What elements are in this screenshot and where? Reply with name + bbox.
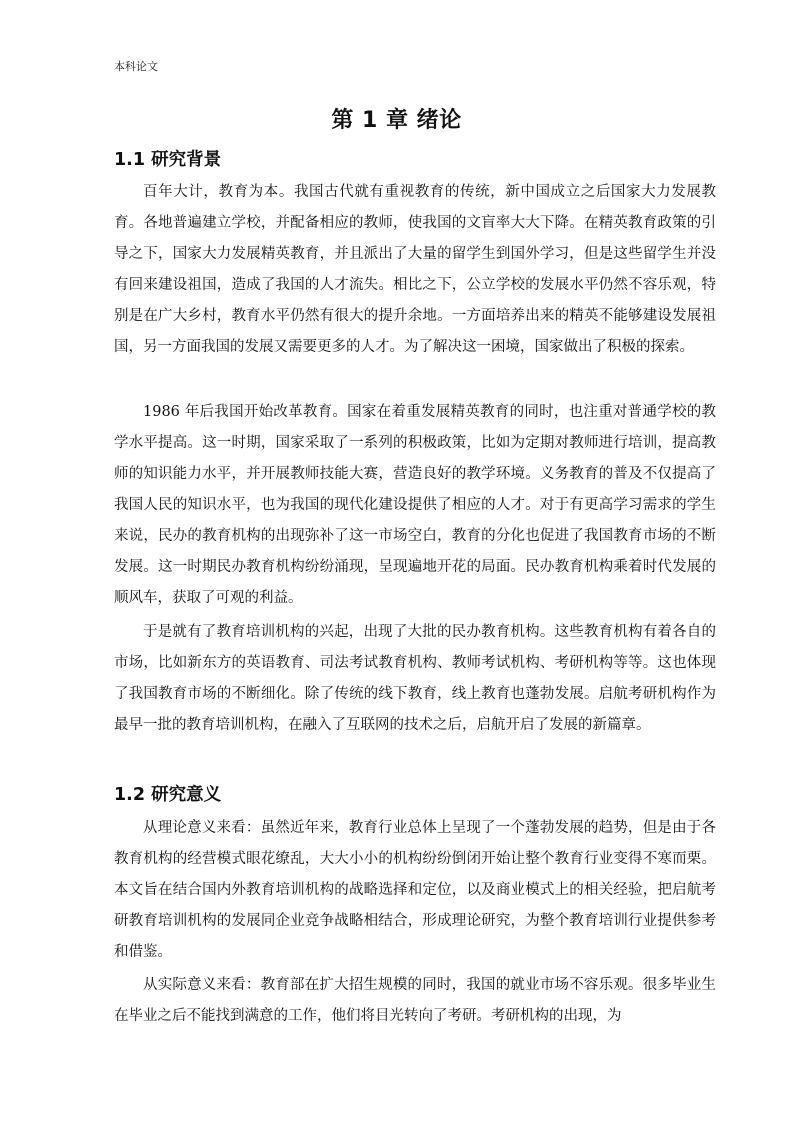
paragraph-background-2: 1986 年后我国开始改革教育。国家在着重发展精英教育的同时，也注重对普通学校的教学水平提高。这一时期，国家采取了一系列的积极政策，比如为定期对教师进行培训，提高教师的知识能力水平，并开展教师技能大赛，营造良好的教学环境。义务教育的普及不仅提高了我国人民的知识水平，也为我国的现代化建设提供了相应的人才。对于有更高学习需求的学生来说，民办的教育机构的出现弥补了这一市场空白，教育的分化也促进了我国教育市场的不断发展。这一时期民办教育机构纷纷涌现，呈现遍地开花的局面。民办教育机构乘着时代发展的顺风车，获取了可观的利益。: [114, 404, 716, 606]
paragraph-background-3: 于是就有了教育培训机构的兴起，出现了大批的民办教育机构。这些教育机构有着各自的市场，比如新东方的英语教育、司法考试教育机构、教师考试机构、考研机构等等。这也体现了我国教育市场的不断细化。除了传统的线下教育，线上教育也蓬勃发展。启航考研机构作为最早一批的教育培训机构，在融入了互联网的技术之后，启航开启了发展的新篇章。: [114, 624, 716, 733]
running-header: 本科论文: [114, 60, 158, 73]
paragraph-significance-1: 从理论意义来看：虽然近年来，教育行业总体上呈现了一个蓬勃发展的趋势，但是由于各教育机构的经营模式眼花缭乱，大大小小的机构纷纷倒闭开始让整个教育行业变得不寒而栗。本文旨在结合国内外教育培训机构的战略选择和定位，以及商业模式上的相关经验，把启航考研教育培训机构的发展同企业竞争战略相结合，形成理论研究，为整个教育培训行业提供参考和借鉴。: [114, 820, 716, 960]
paragraph-background-1: 百年大计，教育为本。我国古代就有重视教育的传统，新中国成立之后国家大力发展教育。各地普遍建立学校，并配备相应的教师，使我国的文盲率大大下降。在精英教育政策的引导之下，国家大力发展精英教育，并且派出了大量的留学生到国外学习，但是这些留学生并没有回来建设祖国，造成了我国的人才流失。相比之下，公立学校的发展水平仍然不容乐观，特别是在广大乡村，教育水平仍然有很大的提升余地。一方面培养出来的精英不能够建设发展祖国，另一方面我国的发展又需要更多的人才。为了解决这一困境，国家做出了积极的探索。: [114, 184, 716, 355]
paragraph-significance-2: 从实际意义来看：教育部在扩大招生规模的同时，我国的就业市场不容乐观。很多毕业生在毕业之后不能找到满意的工作，他们将目光转向了考研。考研机构的出现，为: [114, 977, 716, 1024]
section-heading-significance: 1.2 研究意义: [114, 785, 222, 805]
section-heading-background: 1.1 研究背景: [114, 150, 222, 170]
chapter-title: 第 1 章 绪论: [331, 108, 462, 133]
